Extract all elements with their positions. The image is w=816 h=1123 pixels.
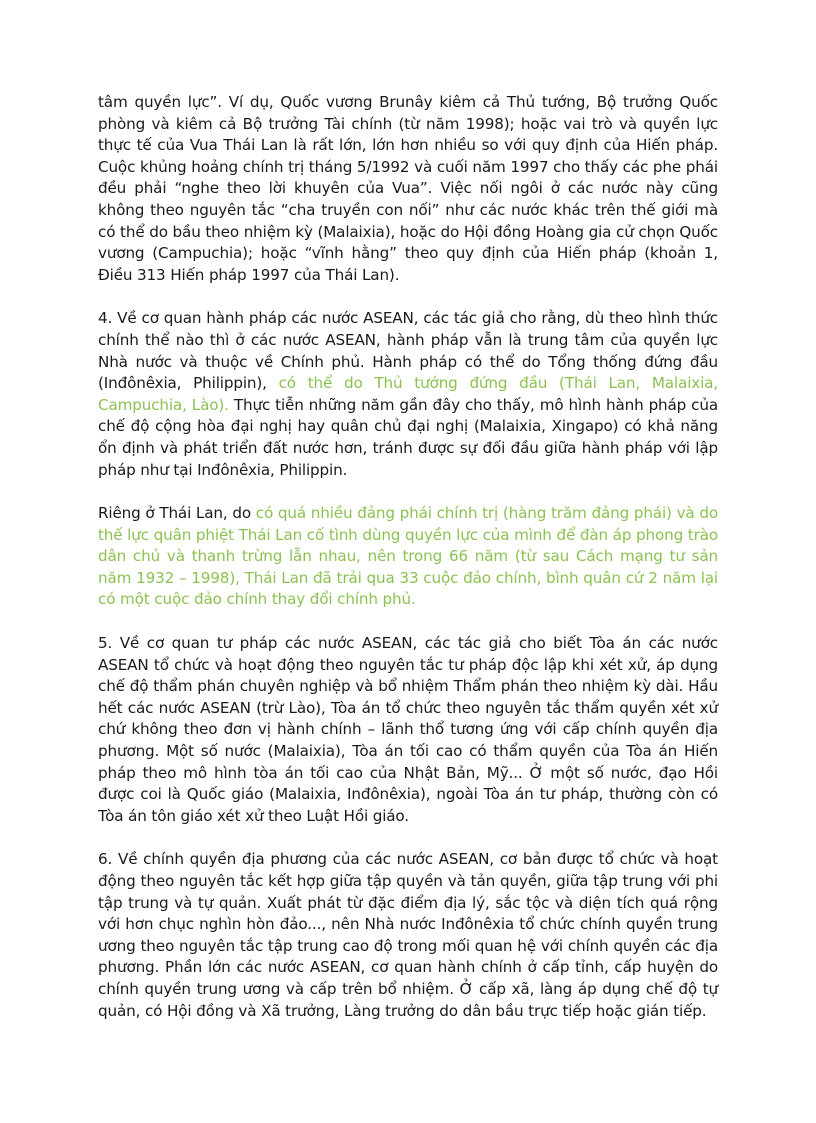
paragraph-text: tâm quyền lực”. Ví dụ, Quốc vương Brunây kiêm cả Thủ tướng, Bộ trưởng Quốc phòng và kiêm cả Bộ trưởng Tài chính (từ năm 1998); hoặc vai trò và quyền lực thực tế của Vua Thái Lan là rất lớn, lớn hơn nhiều so với quy định của Hiến pháp. Cuộc khủng hoảng chính trị tháng 5/1992 và cuối năm 1997 cho thấy các phe phái đều phải “nghe theo lời khuyên của Vua”. Việc nối ngôi ở các nước này cũng không theo nguyên tắc “cha truyền con nối” như các nước khác trên thế giới mà có thể do bầu theo nhiệm kỳ (Malaixia), hoặc do Hội đồng Hoàng gia cử chọn Quốc vương (Campuchia); hoặc “vĩnh hằng” theo quy định của Hiến pháp (khoản 1, Điều 313 Hiến pháp 1997 của Thái Lan).: [98, 93, 718, 284]
paragraph-monarchy: [98, 92, 718, 286]
document-page: [98, 92, 718, 1044]
paragraph-text: 5. Về cơ quan tư pháp các nước ASEAN, các tác giả cho biết Tòa án các nước ASEAN tổ chức và hoạt động theo nguyên tắc tư pháp độc lập khi xét xử, áp dụng chế độ thẩm phán chuyên nghiệp và bổ nhiệm Thẩm phán theo nhiệm kỳ dài. Hầu hết các nước ASEAN (trừ Lào), Tòa án tổ chức theo nguyên tắc thẩm quyền xét xử chứ không theo đơn vị hành chính – lãnh thổ tương ứng với cấp chính quyền địa phương. Một số nước (Malaixia), Tòa án tối cao có thẩm quyền của Tòa án Hiến pháp theo mô hình tòa án tối cao của Nhật Bản, Mỹ... Ở một số nước, đạo Hồi được coi là Quốc giáo (Malaixia, Inđônêxia), ngoài Tòa án tư pháp, thường còn có Tòa án tôn giáo xét xử theo Luật Hồi giáo.: [98, 634, 718, 825]
highlighted-text: có thể do Thủ tướng đứng đầu (Thái Lan, Malaixia, Campuchia, Lào).: [98, 374, 719, 414]
paragraph-local-government: [98, 849, 718, 1022]
paragraph-text: Thực tiễn những năm gần đây cho thấy, mô hình hành pháp của chế độ cộng hòa đại nghị hay quân chủ đại nghị (Malaixia, Xingapo) có khả năng ổn định và phát triển đất nước hơn, tránh được sự đối đầu giữa hành pháp với lập pháp như tại Inđônêxia, Philippin.: [98, 395, 719, 479]
paragraph-text: Riêng ở Thái Lan, do: [98, 504, 256, 523]
paragraph-text: 4. Về cơ quan hành pháp các nước ASEAN, các tác giả cho rằng, dù theo hình thức chính thể nào thì ở các nước ASEAN, hành pháp vẫn là trung tâm của quyền lực Nhà nước và thuộc về Chính phủ. Hành pháp có thể do Tổng thống đứng đầu (Inđônêxia, Philippin),: [98, 309, 718, 393]
paragraph-thailand: [98, 503, 718, 611]
paragraph-judiciary: [98, 633, 718, 827]
paragraph-text: 6. Về chính quyền địa phương của các nước ASEAN, cơ bản được tổ chức và hoạt động theo nguyên tắc kết hợp giữa tập quyền và tản quyền, giữa tập trung với phi tập trung và tự quản. Xuất phát từ đặc điểm địa lý, sắc tộc và diện tích quá rộng với hơn chục nghìn hòn đảo..., nên Nhà nước Inđônêxia tổ chức chính quyền trung ương theo nguyên tắc tập trung cao độ trong mối quan hệ với chính quyền các địa phương. Phần lớn các nước ASEAN, cơ quan hành chính ở cấp tỉnh, cấp huyện do chính quyền trung ương và cấp trên bổ nhiệm. Ở cấp xã, làng áp dụng chế độ tự quản, có Hội đồng và Xã trưởng, Làng trưởng do dân bầu trực tiếp hoặc gián tiếp.: [98, 850, 718, 1020]
paragraph-executive: [98, 308, 718, 481]
highlighted-text: có quá nhiều đảng phái chính trị (hàng trăm đảng phái) và do thế lực quân phiệt Thái Lan cố tình dùng quyền lực của mình để đàn áp phong trào dân chủ và thanh trừng lẫn nhau, nên trong 66 năm (từ sau Cách mạng tư sản năm 1932 – 1998), Thái Lan đã trải qua 33 cuộc đảo chính, bình quân cứ 2 năm lại có một cuộc đảo chính thay đổi chính phủ.: [98, 504, 718, 609]
